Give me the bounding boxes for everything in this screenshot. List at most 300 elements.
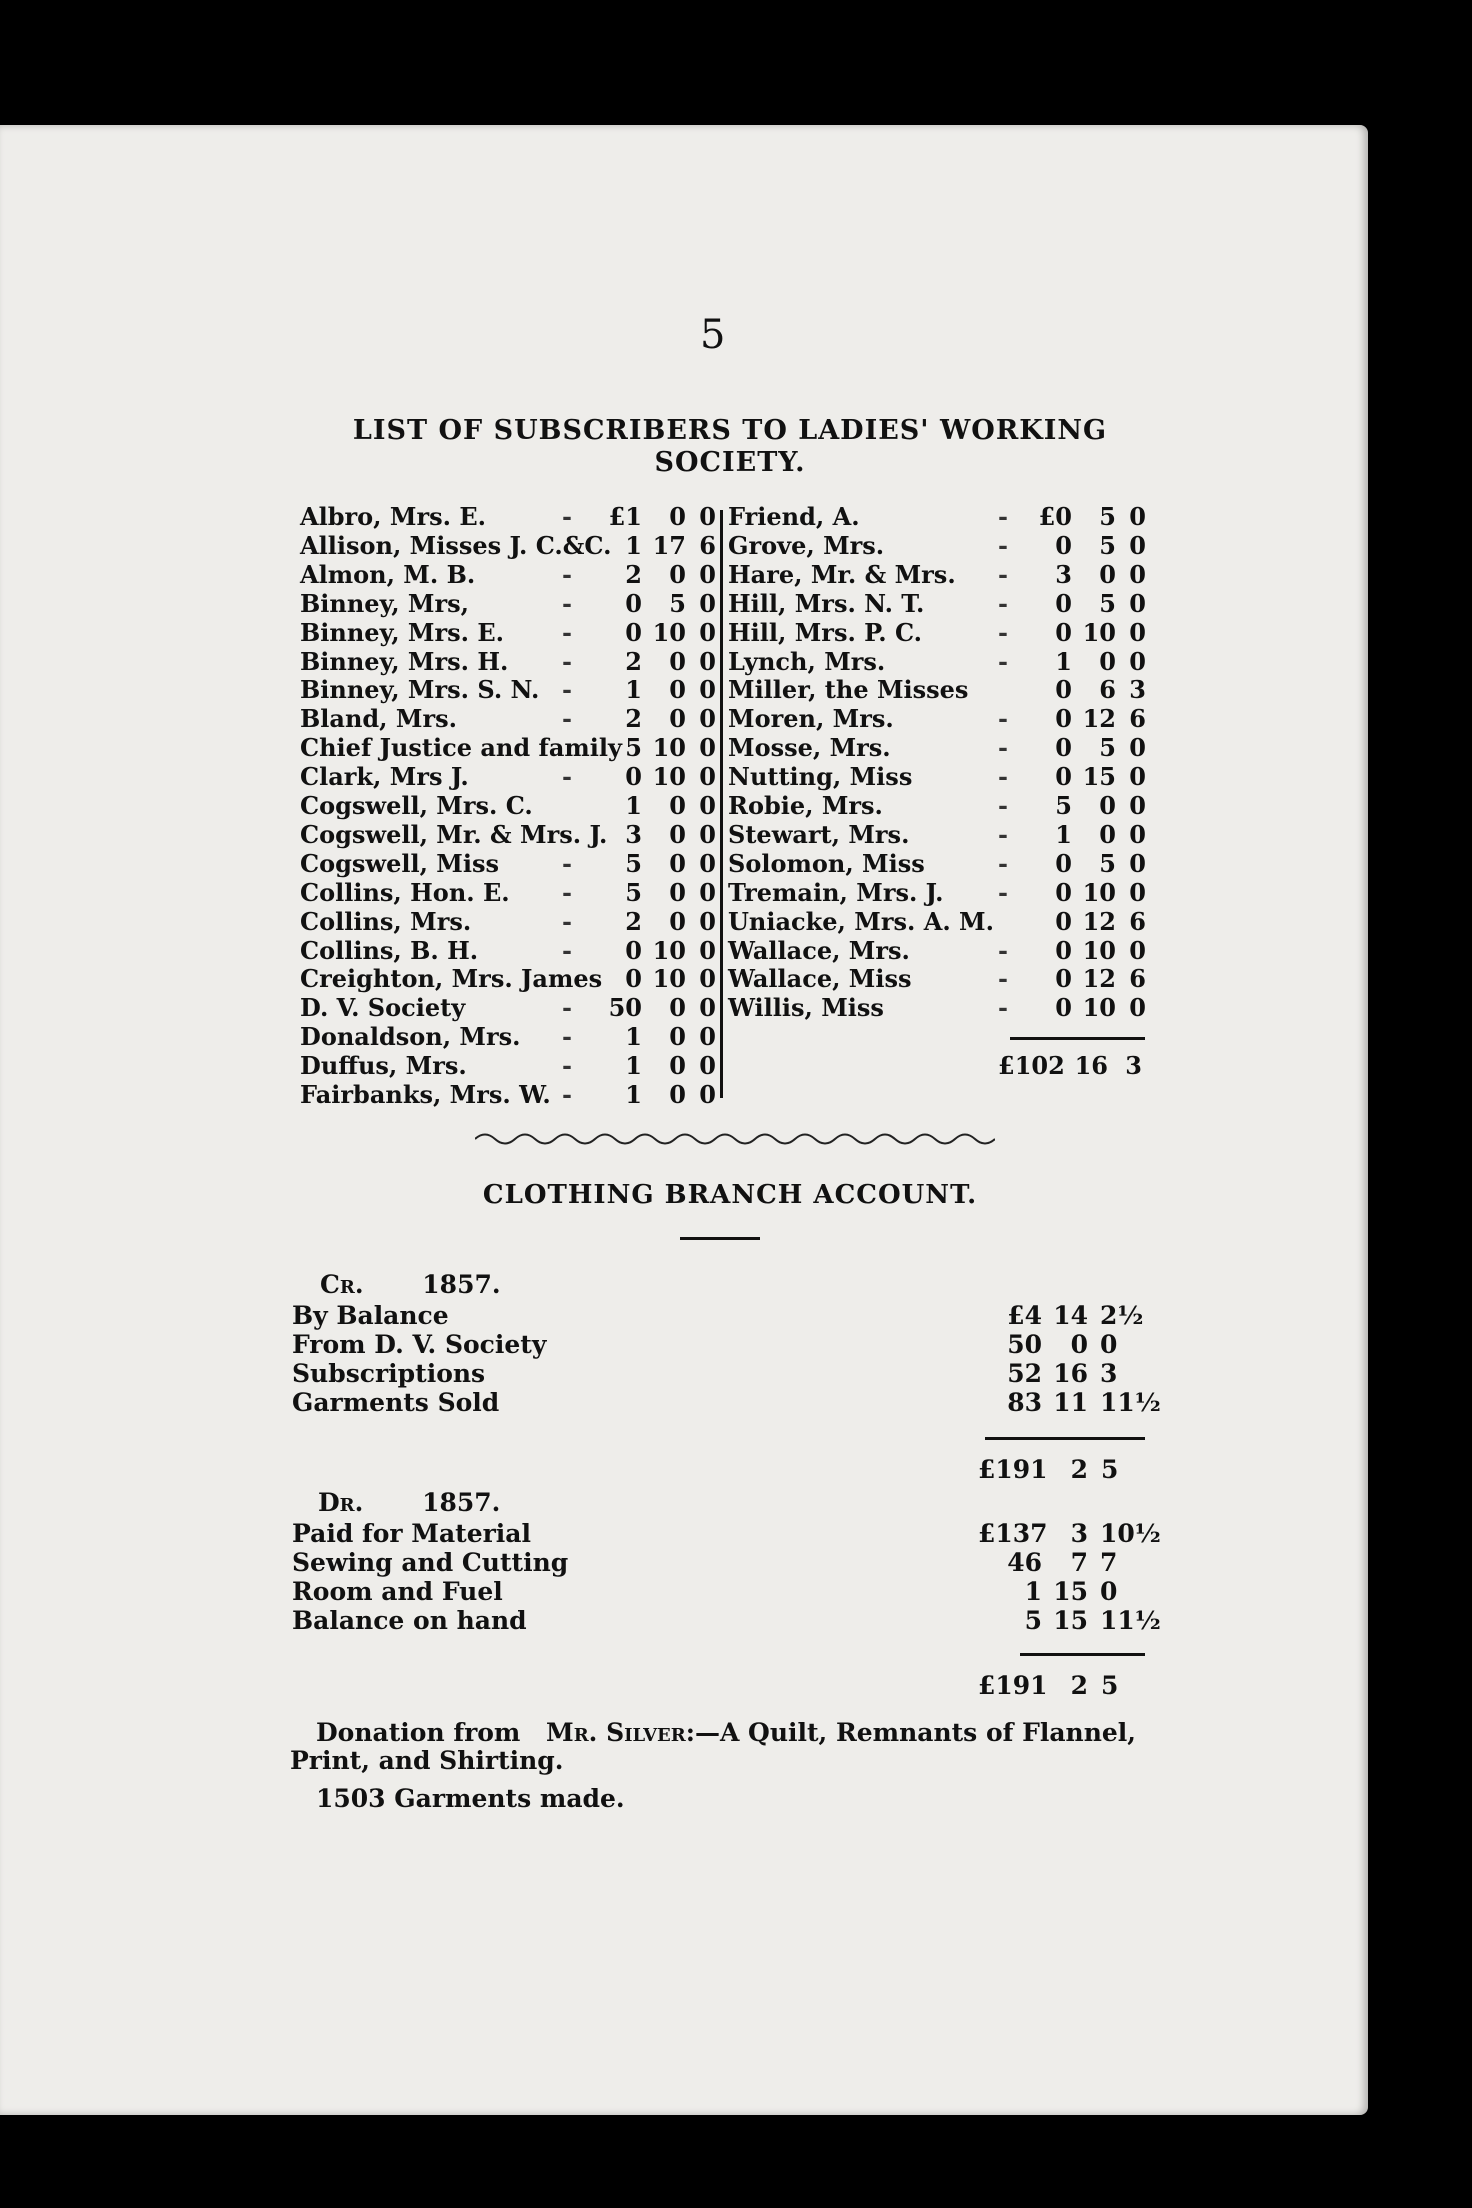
account-shillings: 16 (1053, 1359, 1088, 1388)
amount-pounds: 0 (1055, 675, 1072, 705)
subscriber-name: Hill, Mrs. P. C. (728, 617, 922, 647)
amount-pence: 0 (1129, 762, 1146, 792)
subscriber-name: Duffus, Mrs. (300, 1051, 467, 1081)
amount-pounds: £0 (1038, 502, 1072, 531)
amount-shillings: 0 (669, 877, 686, 907)
subscriber-row (300, 792, 720, 820)
subscriber-name: Binney, Mrs. S. N. (300, 675, 540, 705)
leader-dash: - (562, 906, 572, 936)
leader-dash: - (562, 617, 572, 647)
amount-shillings: 17 (652, 530, 686, 560)
amount-shillings: 10 (1082, 877, 1116, 907)
account-row (292, 1606, 1161, 1635)
amount-shillings: 10 (652, 733, 686, 763)
page-number: 5 (700, 312, 726, 358)
amount-pounds: 1 (625, 791, 642, 820)
subscriber-row (300, 850, 720, 878)
amount-pounds: 0 (625, 588, 642, 618)
debit-label-text: Dr. (318, 1488, 364, 1517)
subscriber-name: Chief Justice and family (300, 733, 622, 763)
subscriber-row (728, 734, 1148, 762)
subscriber-row (728, 821, 1148, 849)
subscriber-name: Wallace, Mrs. (728, 935, 910, 965)
amount-shillings: 0 (669, 1022, 686, 1052)
subscriber-name: Willis, Miss (728, 993, 884, 1023)
amount-pence: 0 (699, 646, 716, 676)
subscriber-row (300, 879, 720, 907)
subscriber-row (728, 619, 1148, 647)
leader-dash: - (562, 877, 572, 907)
amount-pence: 0 (699, 1022, 716, 1052)
amount-pence: 0 (1129, 733, 1146, 763)
subscriber-row (728, 676, 1148, 704)
account-shillings: 3 (1070, 1519, 1088, 1548)
amount-pence: 0 (699, 675, 716, 705)
amount-pounds: 3 (625, 819, 642, 849)
credit-label-text: Cr. (320, 1270, 364, 1299)
amount-pence: 0 (1129, 993, 1146, 1023)
debit-total-rule (1020, 1653, 1145, 1656)
subscriber-row (300, 1081, 720, 1109)
amount-pounds: 0 (1055, 617, 1072, 647)
leader-dash: - (998, 559, 1008, 589)
amount-shillings: 6 (1099, 675, 1116, 705)
amount-pounds: 1 (625, 1022, 642, 1052)
leader-dash: - (562, 762, 572, 792)
amount-pounds: 0 (1055, 848, 1072, 878)
subscriber-row (300, 763, 720, 791)
account-row (292, 1519, 1161, 1548)
subscriber-name: Creighton, Mrs. James (300, 964, 603, 994)
leader-dash: - (998, 964, 1008, 994)
amount-shillings: 0 (669, 993, 686, 1023)
account-pence: 3 (1100, 1359, 1118, 1388)
subscriber-name: Fairbanks, Mrs. W. (300, 1080, 551, 1109)
amount-pounds: 0 (625, 762, 642, 792)
account-pounds: 52 (1007, 1359, 1042, 1388)
garments-made: 1503 Garments made. (316, 1784, 625, 1813)
amount-shillings: 5 (1099, 502, 1116, 531)
subscriber-name: Hare, Mr. & Mrs. (728, 559, 956, 589)
amount-pounds: 1 (625, 675, 642, 705)
leader-dash: - (998, 617, 1008, 647)
subscriber-row (300, 1023, 720, 1051)
subscriber-name: Nutting, Miss (728, 762, 913, 792)
account-shillings: 7 (1070, 1548, 1088, 1577)
leader-dash: - (562, 588, 572, 618)
donation-prefix: Donation from (316, 1718, 521, 1747)
subscriber-row (728, 503, 1148, 531)
subscriber-row (300, 619, 720, 647)
subscriber-row (300, 965, 720, 993)
amount-shillings: 12 (1082, 704, 1116, 734)
amount-pounds: 2 (625, 559, 642, 589)
amount-shillings: 0 (1099, 791, 1116, 820)
account-shillings: 11 (1053, 1388, 1088, 1417)
subscriber-row (728, 994, 1148, 1022)
amount-shillings: 5 (1099, 588, 1116, 618)
subscriber-row (728, 850, 1148, 878)
subscriber-name: Binney, Mrs. E. (300, 617, 505, 647)
leader-dash: - (998, 993, 1008, 1023)
amount-pence: 0 (699, 1051, 716, 1081)
amount-shillings: 15 (1082, 762, 1116, 792)
subscriber-name: Stewart, Mrs. (728, 819, 910, 849)
subscriber-name: Friend, A. (728, 502, 860, 531)
subscriber-name: Collins, B. H. (300, 935, 479, 965)
amount-shillings: 5 (1099, 530, 1116, 560)
amount-shillings: 0 (669, 704, 686, 734)
amount-shillings: 0 (669, 502, 686, 531)
account-item: Sewing and Cutting (292, 1548, 569, 1577)
subscribers-total-rule (1010, 1037, 1145, 1040)
amount-pounds: 0 (1055, 733, 1072, 763)
account-item: Subscriptions (292, 1359, 486, 1388)
subscriber-row (300, 590, 720, 618)
amount-pounds: 5 (625, 848, 642, 878)
leader-dash: - (562, 1051, 572, 1081)
account-pounds: 46 (1007, 1548, 1042, 1577)
account-pounds: 1 (1024, 1577, 1042, 1606)
account-pence: 0 (1100, 1330, 1118, 1359)
subscriber-name: Cogswell, Mr. & Mrs. J. (300, 819, 608, 849)
amount-shillings: 0 (669, 1080, 686, 1109)
amount-shillings: 10 (1082, 993, 1116, 1023)
amount-pounds: 1 (1055, 819, 1072, 849)
leader-dash: - (998, 877, 1008, 907)
amount-shillings: 5 (1099, 848, 1116, 878)
account-item: Room and Fuel (292, 1577, 503, 1606)
amount-pence: 6 (1129, 906, 1146, 936)
amount-pounds: 0 (1055, 588, 1072, 618)
subscriber-name: Allison, Misses J. C.&C. (300, 530, 612, 560)
amount-shillings: 0 (1099, 819, 1116, 849)
amount-shillings: 0 (669, 906, 686, 936)
account-shillings: 15 (1053, 1606, 1088, 1635)
amount-pence: 0 (1129, 935, 1146, 965)
leader-dash: - (998, 733, 1008, 763)
subscriber-row (300, 734, 720, 762)
leader-dash: - (562, 1022, 572, 1052)
amount-shillings: 10 (652, 762, 686, 792)
subscriber-row (300, 821, 720, 849)
account-pounds: £4 (1007, 1301, 1042, 1330)
account-item: By Balance (292, 1301, 449, 1330)
subscriber-name: Binney, Mrs. H. (300, 646, 509, 676)
subscriber-row (300, 994, 720, 1022)
account-row (292, 1549, 1152, 1577)
amount-pounds: 0 (1055, 935, 1072, 965)
subscriber-name: Cogswell, Mrs. C. (300, 791, 533, 820)
leader-dash: - (998, 791, 1008, 820)
account-pounds: £137 (978, 1519, 1048, 1548)
amount-pounds: 1 (625, 1051, 642, 1081)
amount-shillings: 0 (669, 819, 686, 849)
debit-year: 1857. (422, 1488, 501, 1517)
subscriber-row (728, 965, 1148, 993)
leader-dash: - (998, 502, 1008, 531)
amount-pence: 0 (1129, 559, 1146, 589)
amount-pounds: 0 (1055, 877, 1072, 907)
total-shillings: 16 (1074, 1051, 1108, 1080)
amount-pence: 0 (699, 502, 716, 531)
subscriber-row (728, 908, 1148, 936)
credit-total (978, 1456, 1148, 1484)
debit-total-pounds: £191 (978, 1671, 1048, 1700)
wavy-divider (475, 1128, 995, 1150)
subscriber-row (728, 561, 1148, 589)
leader-dash: - (998, 704, 1008, 734)
amount-pence: 0 (1129, 646, 1146, 676)
account-item: Paid for Material (292, 1519, 532, 1548)
amount-pounds: 2 (625, 646, 642, 676)
leader-dash: - (998, 588, 1008, 618)
subscriber-row (728, 532, 1148, 560)
amount-pounds: 1 (625, 1080, 642, 1109)
amount-shillings: 10 (1082, 617, 1116, 647)
account-pounds: 5 (1024, 1606, 1042, 1635)
subscriber-name: D. V. Society (300, 993, 466, 1023)
amount-pence: 0 (699, 848, 716, 878)
amount-shillings: 0 (1099, 559, 1116, 589)
account-item: Balance on hand (292, 1606, 527, 1635)
account-pence: 7 (1100, 1548, 1118, 1577)
amount-pounds: 0 (625, 964, 642, 994)
amount-pounds: 3 (1055, 559, 1072, 589)
amount-pence: 6 (1129, 704, 1146, 734)
amount-shillings: 5 (669, 588, 686, 618)
leader-dash: - (998, 646, 1008, 676)
subscriber-name: Mosse, Mrs. (728, 733, 891, 763)
subscriber-name: Solomon, Miss (728, 848, 925, 878)
account-pounds: 50 (1007, 1330, 1042, 1359)
subscribers-total (998, 1052, 1148, 1080)
donation-line-1 (316, 1718, 1136, 1747)
subscriber-row (728, 648, 1148, 676)
amount-pounds: 50 (608, 993, 642, 1023)
amount-pounds: 0 (1055, 762, 1072, 792)
subscriber-name: Grove, Mrs. (728, 530, 885, 560)
amount-pence: 0 (699, 762, 716, 792)
list-title-line-2: SOCIETY. (654, 447, 806, 478)
amount-pence: 6 (1129, 964, 1146, 994)
subscriber-row (300, 676, 720, 704)
subscriber-name: Collins, Mrs. (300, 906, 472, 936)
subscriber-row (300, 937, 720, 965)
subscriber-name: Collins, Hon. E. (300, 877, 510, 907)
amount-shillings: 12 (1082, 906, 1116, 936)
amount-pence: 0 (699, 559, 716, 589)
amount-pence: 0 (699, 906, 716, 936)
amount-pence: 0 (1129, 502, 1146, 531)
leader-dash: - (998, 530, 1008, 560)
amount-pence: 0 (699, 733, 716, 763)
subscriber-row (728, 879, 1148, 907)
amount-pounds: 0 (625, 935, 642, 965)
leader-dash: - (562, 935, 572, 965)
amount-shillings: 0 (1099, 646, 1116, 676)
account-row (292, 1302, 1152, 1330)
amount-pounds: 5 (625, 877, 642, 907)
amount-shillings: 0 (669, 848, 686, 878)
amount-pence: 0 (699, 964, 716, 994)
leader-dash: - (562, 1080, 572, 1109)
subscriber-row (300, 648, 720, 676)
account-shillings: 14 (1053, 1301, 1088, 1330)
leader-dash: - (562, 646, 572, 676)
amount-pence: 0 (699, 819, 716, 849)
amount-pence: 0 (1129, 617, 1146, 647)
amount-pence: 0 (1129, 819, 1146, 849)
subscriber-row (300, 561, 720, 589)
account-row (292, 1578, 1152, 1606)
leader-dash: - (998, 762, 1008, 792)
amount-pounds: 5 (625, 733, 642, 763)
subscriber-name: Uniacke, Mrs. A. M. (728, 906, 994, 936)
amount-pence: 0 (1129, 848, 1146, 878)
amount-pounds: 0 (1055, 530, 1072, 560)
amount-pence: 0 (699, 993, 716, 1023)
amount-pounds: 0 (1055, 704, 1072, 734)
subscriber-name: Robie, Mrs. (728, 791, 883, 820)
account-item: Garments Sold (292, 1388, 500, 1417)
amount-pence: 0 (1129, 588, 1146, 618)
total-pounds: £102 (998, 1051, 1065, 1080)
account-pence: 2½ (1100, 1301, 1144, 1330)
amount-pence: 0 (699, 1080, 716, 1109)
amount-pounds: 0 (1055, 964, 1072, 994)
subscriber-row (300, 908, 720, 936)
subscriber-row (300, 705, 720, 733)
account-pence: 11½ (1100, 1606, 1161, 1635)
total-pence: 3 (1125, 1051, 1142, 1080)
amount-pence: 0 (699, 617, 716, 647)
amount-pence: 6 (699, 530, 716, 560)
amount-pounds: 1 (625, 530, 642, 560)
subscriber-name: Almon, M. B. (300, 559, 476, 589)
subscriber-name: Binney, Mrs, (300, 588, 470, 618)
amount-pence: 0 (699, 791, 716, 820)
amount-shillings: 12 (1082, 964, 1116, 994)
credit-total-rule (985, 1437, 1145, 1440)
account-row (292, 1331, 1152, 1359)
subscriber-row (300, 1052, 720, 1080)
donor-name: Mr. Silver (546, 1718, 686, 1747)
leader-dash: - (562, 675, 572, 705)
subscriber-row (300, 532, 720, 560)
donation-items: :—A Quilt, Remnants of Flannel, (685, 1718, 1136, 1747)
amount-shillings: 10 (1082, 935, 1116, 965)
account-pence: 0 (1100, 1577, 1118, 1606)
amount-shillings: 0 (669, 646, 686, 676)
debit-total-shillings: 2 (1070, 1671, 1088, 1700)
subscriber-name: Moren, Mrs. (728, 704, 894, 734)
amount-shillings: 0 (669, 675, 686, 705)
leader-dash: - (562, 993, 572, 1023)
subscriber-row (728, 705, 1148, 733)
subscriber-name: Hill, Mrs. N. T. (728, 588, 925, 618)
subscriber-name: Clark, Mrs J. (300, 762, 469, 792)
account-row (292, 1388, 1161, 1417)
amount-pounds: 0 (1055, 906, 1072, 936)
debit-total (978, 1672, 1148, 1700)
credit-label (320, 1270, 501, 1299)
subscriber-name: Tremain, Mrs. J. (728, 877, 944, 907)
debit-label (318, 1488, 500, 1517)
amount-pence: 0 (699, 877, 716, 907)
amount-pounds: 2 (625, 704, 642, 734)
amount-pence: 0 (699, 588, 716, 618)
title-underline (680, 1237, 760, 1240)
amount-pounds: 0 (1055, 993, 1072, 1023)
credit-total-pounds: £191 (978, 1455, 1048, 1484)
amount-pence: 0 (1129, 877, 1146, 907)
amount-shillings: 0 (669, 791, 686, 820)
amount-shillings: 5 (1099, 733, 1116, 763)
amount-pounds: 2 (625, 906, 642, 936)
leader-dash: - (562, 704, 572, 734)
amount-pounds: £1 (608, 502, 642, 531)
subscriber-name: Donaldson, Mrs. (300, 1022, 521, 1052)
subscriber-row (728, 937, 1148, 965)
account-pounds: 83 (1007, 1388, 1042, 1417)
subscriber-row (728, 792, 1148, 820)
amount-pence: 0 (699, 935, 716, 965)
subscriber-row (728, 590, 1148, 618)
amount-pence: 0 (1129, 791, 1146, 820)
account-row (292, 1360, 1152, 1388)
subscriber-name: Bland, Mrs. (300, 704, 457, 734)
account-pence: 10½ (1100, 1519, 1161, 1548)
amount-pence: 0 (1129, 530, 1146, 560)
amount-pence: 3 (1129, 675, 1146, 705)
debit-total-pence: 5 (1101, 1671, 1119, 1700)
donation-line-2: Print, and Shirting. (290, 1746, 564, 1775)
leader-dash: - (998, 935, 1008, 965)
leader-dash: - (562, 848, 572, 878)
amount-pence: 0 (699, 704, 716, 734)
subscriber-row (300, 503, 720, 531)
account-shillings: 0 (1070, 1330, 1088, 1359)
subscriber-name: Cogswell, Miss (300, 848, 499, 878)
list-title-line-1: LIST OF SUBSCRIBERS TO LADIES' WORKING (352, 415, 1108, 446)
amount-shillings: 0 (669, 1051, 686, 1081)
column-divider (720, 510, 723, 1098)
subscriber-name: Wallace, Miss (728, 964, 912, 994)
account-pence: 11½ (1100, 1388, 1161, 1417)
amount-shillings: 0 (669, 559, 686, 589)
subscriber-row (728, 763, 1148, 791)
account-shillings: 15 (1053, 1577, 1088, 1606)
credit-total-pence: 5 (1101, 1455, 1119, 1484)
credit-year: 1857. (422, 1270, 501, 1299)
amount-shillings: 10 (652, 617, 686, 647)
leader-dash: - (998, 848, 1008, 878)
subscriber-name: Albro, Mrs. E. (300, 502, 486, 531)
subscriber-name: Lynch, Mrs. (728, 646, 886, 676)
amount-shillings: 10 (652, 935, 686, 965)
leader-dash: - (998, 819, 1008, 849)
account-item: From D. V. Society (292, 1330, 547, 1359)
subscriber-name: Miller, the Misses (728, 675, 969, 705)
leader-dash: - (562, 559, 572, 589)
amount-pounds: 1 (1055, 646, 1072, 676)
amount-shillings: 10 (652, 964, 686, 994)
credit-total-shillings: 2 (1070, 1455, 1088, 1484)
leader-dash: - (562, 502, 572, 531)
amount-pounds: 5 (1055, 791, 1072, 820)
clothing-account-title: CLOTHING BRANCH ACCOUNT. (482, 1180, 978, 1210)
